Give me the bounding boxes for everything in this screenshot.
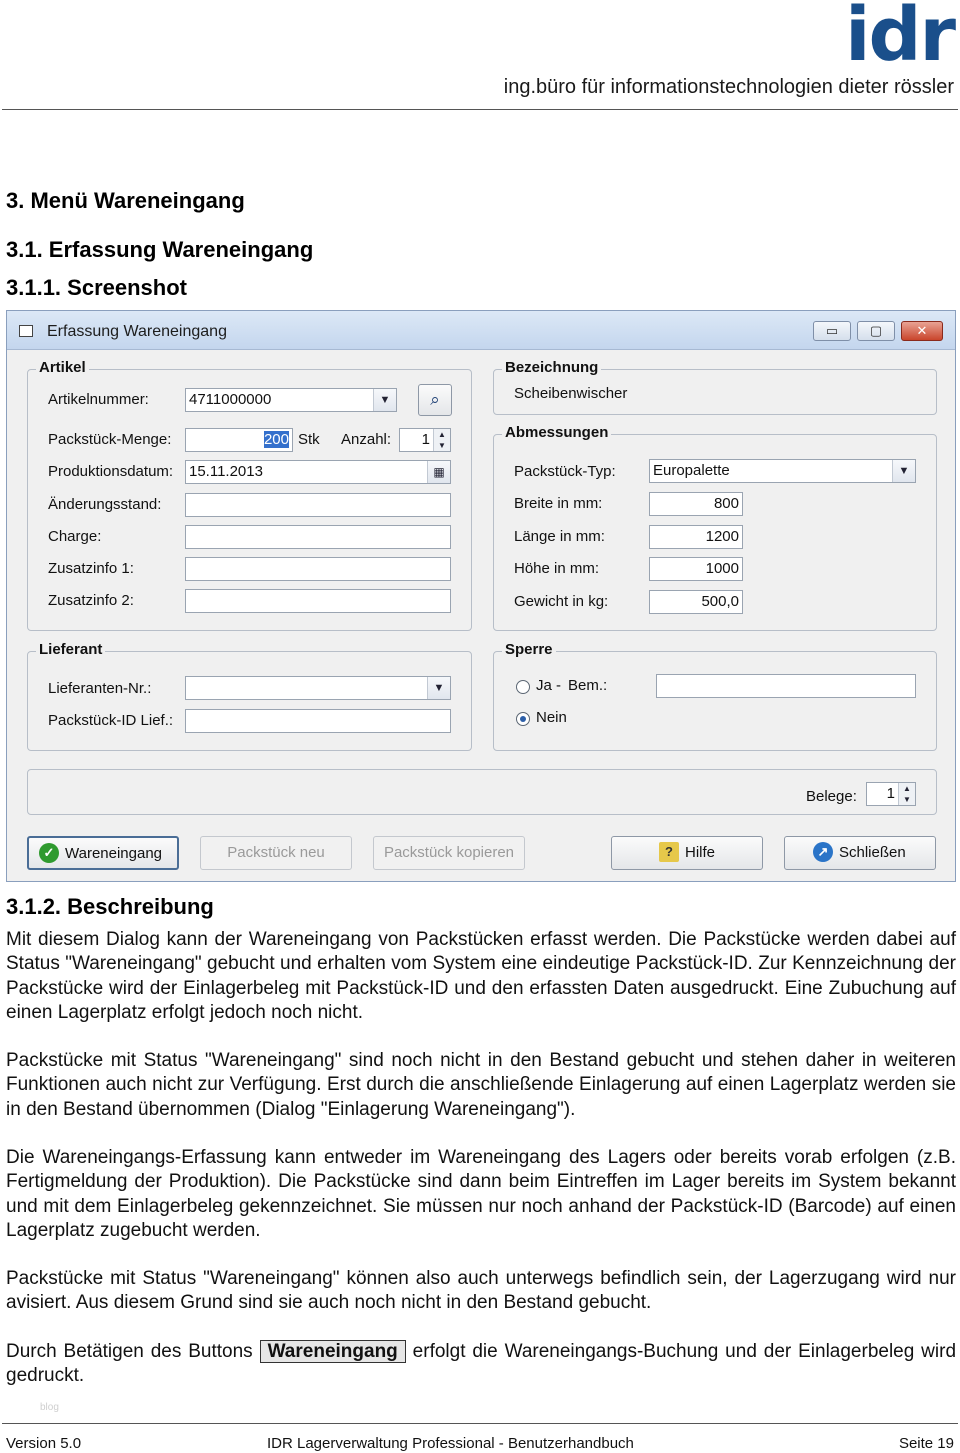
hilfe-button-label: Hilfe [684,844,715,861]
radio-ja[interactable] [516,680,530,694]
footer-version: Version 5.0 [6,1435,82,1452]
label-charge: Charge: [48,528,102,545]
paragraph-5-post: erfolgt die Wareneingangs-Buchung und der Einlagerbeleg wird gedruckt. [6,1341,957,1387]
artikelnummer-value: 4711000000 [189,391,272,408]
label-zusatzinfo2: Zusatzinfo 2: [48,592,134,609]
group-bezeichnung-title: Bezeichnung [502,359,601,376]
wareneingang-button[interactable] [27,836,179,870]
watermark: blog [40,1402,59,1413]
label-laenge: Länge in mm: [514,528,605,545]
paragraph-1: Mit diesem Dialog kann der Wareneingang von Packstücken erfasst werden. Die Packstücke werden dabei auf Status "Wareneingang" gebucht und erhalten vom System eine eindeutige Packstück-ID. Zur Kennzeichnung der Packstücke wird der Einlagerbeleg mit Packstück-ID und den erfassten Daten ausgedruckt. Eine Zubuchung auf einen Lagerplatz erfolgt jedoch noch nicht. [6,929,956,1024]
dialog-window [6,310,956,882]
paragraph-2: Packstücke mit Status "Wareneingang" sind noch nicht in den Bestand gebucht und stehen daher in weiteren Funktionen auch nicht zur Verfügung. Erst durch die anschließende Einlagerung auf einen Lagerplatz werden sie in den Bestand übernommen (Dialog "Einlagerung Wareneingang"). [6,1050,956,1120]
paragraph-3: Die Wareneingangs-Erfassung kann entweder im Wareneingang des Lagers oder bereits vorab erfolgen (z.B. Fertigmeldung der Produktion). Die Packstücke sind dann beim Eintreffen im Lager bereits im System bekannt und mit dem Einlagerbeleg gekennzeichnet. Sie müssen nur noch anhand der Packstück-ID (Barcode) auf einen Lagerplatz zugebucht werden. [6,1147,956,1242]
packstueck-typ-value: Europalette [653,462,730,479]
aenderungsstand-input[interactable] [185,493,451,517]
artikelnummer-combobox[interactable] [185,388,397,412]
footer-product: IDR Lagerverwaltung Professional - Benutzerhandbuch [267,1435,634,1452]
check-icon: ✓ [39,843,59,863]
belege-panel [27,769,937,815]
spinner-arrows-icon[interactable]: ▲ ▼ [898,783,915,805]
footer-page: Seite 19 [898,1435,954,1452]
label-produktionsdatum: Produktionsdatum: [48,463,174,480]
hoehe-input[interactable]: 1000 [649,557,743,581]
binoculars-icon: ⌕ [430,390,440,409]
schliessen-button-label: Schließen [839,844,906,861]
packstueck-typ-select[interactable] [649,459,916,483]
group-sperre-title: Sperre [502,641,556,658]
label-gewicht: Gewicht in kg: [514,593,609,610]
label-artikelnummer: Artikelnummer: [48,391,149,408]
laenge-input[interactable]: 1200 [649,525,743,549]
paragraph-5-pre: Durch Betätigen des Buttons [6,1341,253,1362]
packstueck-neu-button[interactable]: Packstück neu [200,836,352,870]
binoculars-search-button[interactable] [418,384,452,416]
heading-beschreibung: 3.1.2. Beschreibung [6,894,214,919]
belege-value: 1 [886,785,895,802]
wareneingang-button-label: Wareneingang [65,845,163,862]
lieferanten-nr-combobox[interactable] [185,676,451,700]
packstueck-kopieren-button[interactable]: Packstück kopieren [373,836,525,870]
exit-icon: ↗ [813,842,833,862]
help-icon: ? [659,842,679,862]
label-breite: Breite in mm: [514,495,603,512]
chevron-down-icon[interactable]: ▼ [373,389,396,411]
chevron-down-icon[interactable]: ▼ [427,677,450,699]
label-belege: Belege: [806,788,857,805]
dialog-titlebar[interactable] [7,311,955,350]
breite-input[interactable]: 800 [649,492,743,516]
belege-spinner[interactable] [866,782,916,806]
label-ja: Ja - [536,677,562,694]
radio-selected-dot [520,716,526,722]
group-lieferant [27,641,472,751]
header-divider [2,109,958,110]
group-lieferant-title: Lieferant [36,641,105,658]
packstueck-id-lief-input[interactable] [185,709,451,733]
charge-input[interactable] [185,525,451,549]
group-artikel [27,359,472,631]
close-window-button[interactable]: ✕ [901,321,943,341]
inline-wareneingang-button: Wareneingang [260,1340,406,1363]
footer-divider [2,1423,958,1424]
group-abmessungen-title: Abmessungen [502,424,611,441]
label-menge: Packstück-Menge: [48,431,172,448]
minimize-button[interactable]: ▭ [813,321,851,341]
gewicht-input[interactable]: 500,0 [649,590,743,614]
bemerkung-input[interactable] [656,674,916,698]
label-lieferanten-nr: Lieferanten-Nr.: [48,680,152,697]
label-hoehe: Höhe in mm: [514,560,600,577]
hilfe-button[interactable] [611,836,763,870]
chevron-down-icon[interactable]: ▼ [892,460,915,482]
spinner-arrows-icon[interactable]: ▲ ▼ [433,429,450,451]
bezeichnung-value: Scheibenwischer [514,385,628,402]
menge-input[interactable] [185,428,293,452]
heading-screenshot: 3.1.1. Screenshot [6,275,187,300]
dialog-title: Erfassung Wareneingang [47,323,227,340]
heading-menu-wareneingang: 3. Menü Wareneingang [6,188,245,213]
label-nein: Nein [536,709,567,726]
zusatzinfo2-input[interactable] [185,589,451,613]
label-packstueck-id-lief: Packstück-ID Lief.: [48,712,174,729]
produktionsdatum-picker[interactable] [185,460,451,484]
group-artikel-title: Artikel [36,359,89,376]
company-tagline: ing.büro für informationstechnologien dieter rössler [503,76,954,98]
heading-erfassung: 3.1. Erfassung Wareneingang [6,237,314,262]
radio-nein[interactable] [516,712,530,726]
menge-value: 200 [263,431,289,448]
company-logo: idr [845,0,954,78]
label-anzahl: Anzahl: [341,431,392,448]
label-bem: Bem.: [568,677,608,694]
group-bezeichnung [493,359,937,415]
window-icon [19,325,33,337]
anzahl-spinner[interactable] [399,428,451,452]
maximize-button[interactable]: ▢ [857,321,895,341]
label-stk: Stk [298,431,320,448]
zusatzinfo1-input[interactable] [185,557,451,581]
calendar-icon[interactable]: ▦ [427,461,450,483]
label-aenderungsstand: Änderungsstand: [48,496,162,513]
label-zusatzinfo1: Zusatzinfo 1: [48,560,134,577]
label-packstueck-typ: Packstück-Typ: [514,463,616,480]
anzahl-value: 1 [421,431,430,448]
group-abmessungen [493,424,937,631]
paragraph-4: Packstücke mit Status "Wareneingang" können also auch unterwegs befindlich sein, der Lagerzugang wird nur avisiert. Aus diesem Grund sind sie auch noch nicht in den Bestand gebucht. [6,1268,956,1314]
schliessen-button[interactable] [784,836,936,870]
paragraph-5 [6,1340,956,1389]
produktionsdatum-value: 15.11.2013 [189,463,263,480]
group-sperre [493,641,937,751]
